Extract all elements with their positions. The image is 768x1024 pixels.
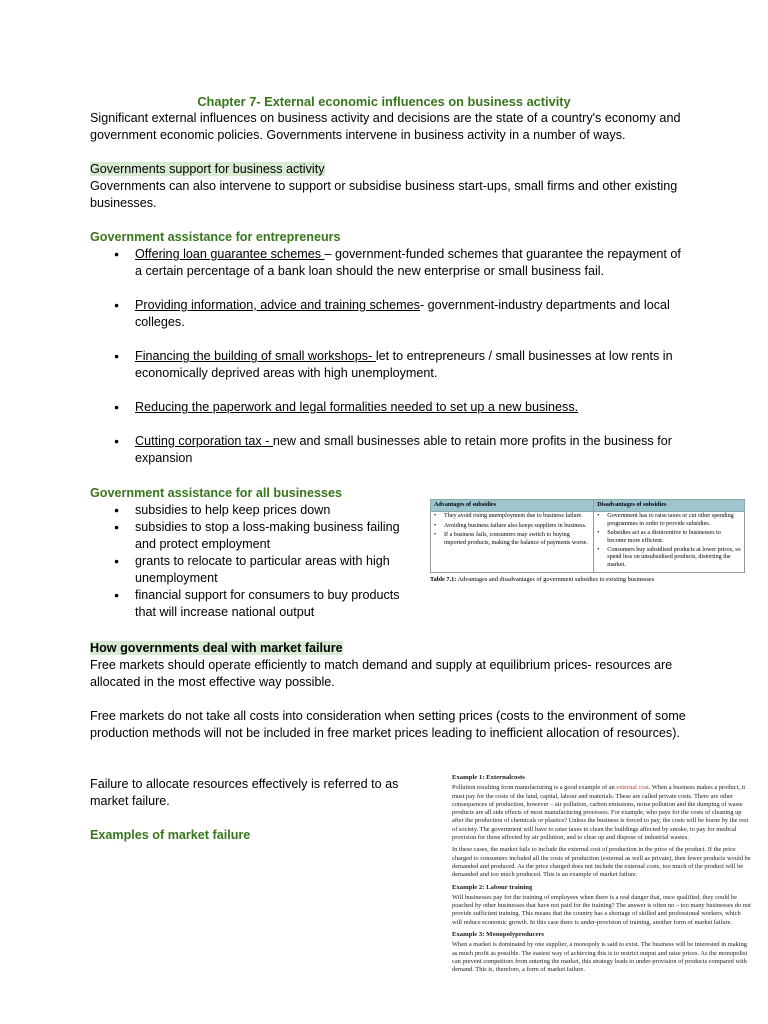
intro-paragraph: Significant external influences on business activity and decisions are the state of a country's economy and government economic policies. Governments intervene in business activity in a number of ways. bbox=[90, 111, 681, 142]
disadvantages-cell bbox=[594, 512, 745, 573]
table-caption: Table 7.1: Advantages and disadvantages of government subsidies to existing businesses bbox=[430, 576, 655, 584]
list-item: ● subsidies to help keep prices down bbox=[114, 502, 406, 519]
examples-heading: Examples of market failure bbox=[90, 828, 251, 842]
entrepreneurs-list bbox=[114, 246, 689, 467]
all-businesses-heading: Government assistance for all businesses bbox=[90, 486, 342, 500]
list-item: • Avoiding business failure also keeps suppliers in business. bbox=[434, 523, 590, 530]
all-businesses-list bbox=[114, 502, 406, 621]
market-failure-heading: How governments deal with market failure bbox=[90, 641, 343, 655]
list-item: ● Reducing the paperwork and legal formalities needed to set up a new business. bbox=[114, 399, 689, 416]
support-heading: Governments support for business activity bbox=[90, 162, 325, 176]
section-market-failure bbox=[90, 640, 690, 742]
examples-image bbox=[452, 774, 752, 979]
market-failure-p2: Free markets do not take all costs into consideration when setting prices (costs to the environment of some production methods will not be included in free market prices leading to inefficient allocation of resources). bbox=[90, 709, 686, 740]
list-item: • If a business fails, consumers may switch to buying imported products, making the balance of payments worse. bbox=[434, 532, 590, 547]
example-3-heading: Example 3: Monopolyproducers bbox=[452, 931, 545, 939]
list-item: • They avoid rising unemployment due to business failure. bbox=[434, 513, 590, 520]
entrepreneurs-heading: Government assistance for entrepreneurs bbox=[90, 230, 341, 244]
list-item: ● subsidies to stop a loss-making business failing and protect employment bbox=[114, 519, 406, 553]
support-text: Governments can also intervene to support or subsidise business start-ups, small firms and other existing businesses. bbox=[90, 179, 678, 210]
list-item: • Subsidies act as a disincentive to businesses to become more efficient. bbox=[597, 530, 741, 545]
list-item: ● Financing the building of small workshops- let to entrepreneurs / small businesses at low rents in economically deprived areas with high unemployment. bbox=[114, 348, 689, 382]
example-3-text: When a market is dominated by one supplier, a monopoly is said to exist. The business will be interested in making as much profit as possible. The easiest way of achieving this is to restrict output and raise prices. As the monopolist can prevent competitors from entering the market, this strategy leads to under-provision of products compared with demand. This is, therefore, a form of market failure. bbox=[452, 941, 748, 974]
list-item: ● financial support for consumers to buy products that will increase national output bbox=[114, 587, 406, 621]
col-disadvantages: Disadvantages of subsidies bbox=[594, 500, 745, 512]
list-item: ● grants to relocate to particular areas with high unemployment bbox=[114, 553, 406, 587]
example-1-text: Pollution resulting from manufacturing is a good example of an external cost. When a business makes a product, it must pay for the costs of the land, capital, labour and materials. These are called private costs. There are other consequences of production, however – air pollution, carbon emissions, noise pollution and the dumping of waste products are all side effects of most manufacturing processes. For example, who pays for the costs of cleaning up after the production of chemicals or plastics? Unless the business is forced to pay, the costs will be borne by the rest of society. The government will have to raise taxes to clean the buildings affected by smoke, to pay for medical provision for those affected by air pollution, and to clear up and dispose of industrial wastes. bbox=[452, 784, 749, 842]
list-item: • Government has to raise taxes or cut other spending programmes in order to provide subsidies. bbox=[597, 513, 741, 528]
chapter-title: Chapter 7- External economic influences on business activity bbox=[197, 94, 571, 109]
section-support bbox=[90, 161, 690, 212]
subsidy-table bbox=[430, 499, 745, 573]
market-failure-p1: Free markets should operate efficiently to match demand and supply at equilibrium prices- resources are allocated in the most effective way possible. bbox=[90, 658, 673, 689]
example-1-heading: Example 1: Externalcosts bbox=[452, 774, 525, 781]
list-item: • Consumers buy subsidised products at lower prices, so spend less on unsubsidised products, distorting the market. bbox=[597, 547, 741, 569]
example-1-text-2: In these cases, the market fails to include the external cost of production in the price of the product. If the price charged to consumers included all the costs of production (external as well as private), then fewer products would be demanded and produced. As the price charged does not include the external costs, too much of the product will be demanded and too much produced. This is an example of market failure. bbox=[452, 846, 751, 879]
list-item: ● Cutting corporation tax - new and small businesses able to retain more profits in the business for expansion bbox=[114, 433, 689, 467]
col-advantages: Advantages of subsidies bbox=[431, 500, 594, 512]
example-2-heading: Example 2: Labour training bbox=[452, 883, 533, 891]
list-item: ● Offering loan guarantee schemes – government-funded schemes that guarantee the repayment of a certain percentage of a bank loan should the new enterprise or small business fail. bbox=[114, 246, 689, 280]
example-2-text: Will businesses pay for the training of employees when there is a real danger that, once qualified, they could be poached by other businesses that have not paid for the training? The answer is often no – too many businesses do not provide sufficient training. This means that the country has a shortage of skilled and professional workers, which will reduce economic growth. In this case there is under-provision of training, another form of market failure. bbox=[452, 893, 751, 926]
market-failure-p3: Failure to allocate resources effectively is referred to as market failure. bbox=[90, 777, 399, 808]
subsidy-table-image bbox=[430, 499, 745, 583]
advantages-cell bbox=[431, 512, 594, 573]
list-item: ● Providing information, advice and training schemes- government-industry departments and local colleges. bbox=[114, 297, 689, 331]
